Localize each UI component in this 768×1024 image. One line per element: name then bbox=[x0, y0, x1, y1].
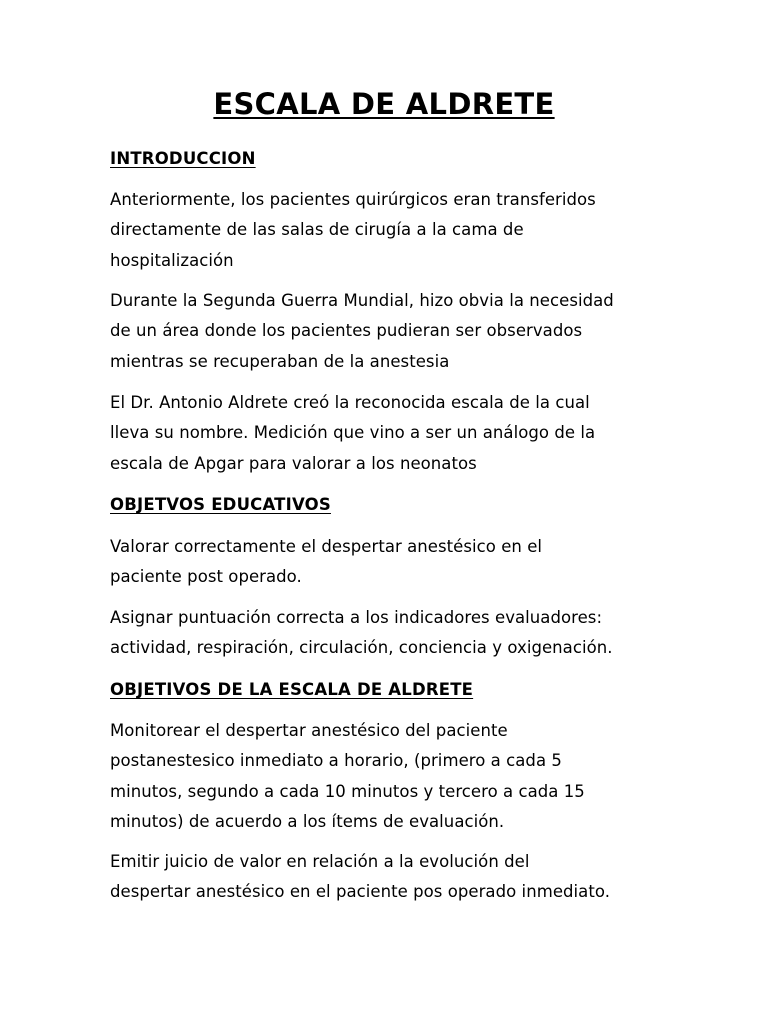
text-line: paciente post operado. bbox=[110, 567, 302, 587]
text-line: minutos) de acuerdo a los ítems de evaluación. bbox=[110, 811, 505, 831]
paragraph-escala-1 bbox=[110, 716, 670, 837]
text-line: minutos, segundo a cada 10 minutos y tercero a cada 15 bbox=[110, 781, 585, 801]
text-line: hospitalización bbox=[110, 250, 234, 270]
text-line: de un área donde los pacientes pudieran ser observados bbox=[110, 321, 583, 341]
text-line: lleva su nombre. Medición que vino a ser un análogo de la bbox=[110, 423, 596, 443]
text-line: Anteriormente, los pacientes quirúrgicos eran transferidos bbox=[110, 190, 596, 209]
text-line: Monitorear el despertar anestésico del paciente bbox=[110, 721, 508, 740]
text-line: Asignar puntuación correcta a los indicadores evaluadores: bbox=[110, 608, 603, 627]
paragraph-educ-1 bbox=[110, 532, 670, 593]
paragraph-intro-1 bbox=[110, 185, 670, 276]
text-line: El Dr. Antonio Aldrete creó la reconocida escala de la cual bbox=[110, 393, 590, 412]
text-line: despertar anestésico en el paciente pos operado inmediato. bbox=[110, 882, 611, 902]
text-line: actividad, respiración, circulación, conciencia y oxigenación. bbox=[110, 638, 613, 658]
section-heading-objetivos-educativos: OBJETVOS EDUCATIVOS bbox=[110, 495, 331, 514]
text-line: escala de Apgar para valorar a los neonatos bbox=[110, 453, 477, 473]
text-line: directamente de las salas de cirugía a la cama de bbox=[110, 220, 524, 240]
text-line: Valorar correctamente el despertar anestésico en el bbox=[110, 537, 543, 556]
paragraph-escala-2 bbox=[110, 847, 670, 908]
section-heading-objetivos-escala: OBJETIVOS DE LA ESCALA DE ALDRETE bbox=[110, 680, 474, 699]
paragraph-educ-2 bbox=[110, 603, 670, 664]
paragraph-intro-3 bbox=[110, 388, 670, 479]
text-line: mientras se recuperaban de la anestesia bbox=[110, 351, 450, 371]
text-line: Durante la Segunda Guerra Mundial, hizo obvia la necesidad bbox=[110, 291, 614, 310]
paragraph-intro-2 bbox=[110, 286, 670, 377]
text-line: Emitir juicio de valor en relación a la evolución del bbox=[110, 852, 530, 871]
text-line: postanestesico inmediato a horario, (primero a cada 5 bbox=[110, 751, 562, 771]
section-heading-introduccion: INTRODUCCION bbox=[110, 149, 256, 168]
document-title: ESCALA DE ALDRETE bbox=[213, 87, 555, 121]
